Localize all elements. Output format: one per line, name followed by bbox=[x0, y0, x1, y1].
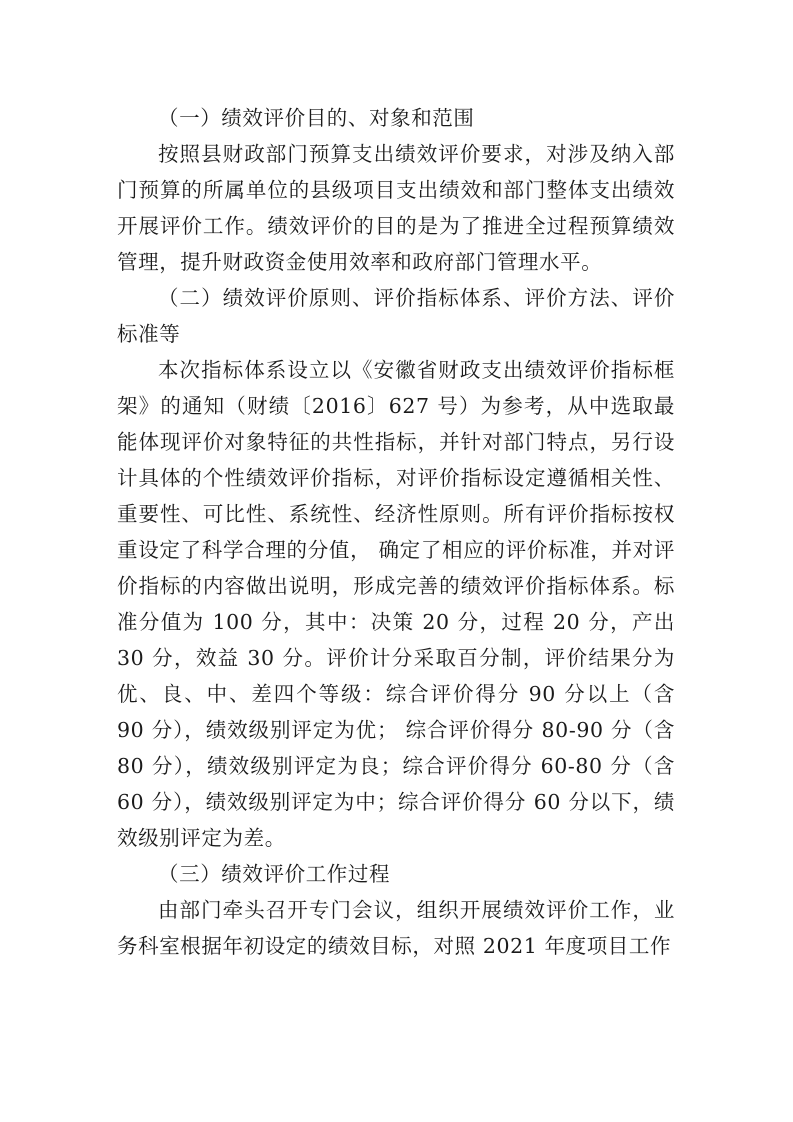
section-heading-principles: （二）绩效评价原则、评价指标体系、评价方法、评价标准等 bbox=[117, 286, 675, 346]
section-heading-process: （三）绩效评价工作过程 bbox=[158, 862, 391, 886]
section-heading-objective: （一）绩效评价目的、对象和范围 bbox=[158, 106, 475, 130]
paragraph-process: 由部门牵头召开专门会议，组织开展绩效评价工作，业务科室根据年初设定的绩效目标，对照 2021 年度项目工作 bbox=[117, 898, 675, 958]
paragraph-objective: 按照县财政部门预算支出绩效评价要求，对涉及纳入部门预算的所属单位的县级项目支出绩效和部门整体支出绩效开展评价工作。绩效评价的目的是为了推进全过程预算绩效管理，提升财政资金使用效率和政府部门管理水平。 bbox=[117, 142, 675, 274]
paragraph-principles: 本次指标体系设立以《安徽省财政支出绩效评价指标框架》的通知（财绩〔2016〕627 号）为参考，从中选取最能体现评价对象特征的共性指标，并针对部门特点，另行设计具体的个性绩效评价指标，对评价指标设定遵循相关性、重要性、可比性、系统性、经济性原则。所有评价指标按权重设定了科学合理的分值， 确定了相应的评价标准，并对评价指标的内容做出说明，形成完善的绩效评价指标体系。标准分值为 100 分，其中：决策 20 分，过程 20 分，产出 30 分，效益 30 分。评价计分采取百分制，评价结果分为优、良、中、差四个等级：综合评价得分 90 分以上（含 90 分），绩效级别评定为优； 综合评价得分 80-90 分（含 80 分），绩效级别评定为良；综合评价得分 60-80 分（含 60 分），绩效级别评定为中；综合评价得分 60 分以下，绩效级别评定为差。 bbox=[117, 358, 675, 850]
document-body bbox=[117, 100, 675, 964]
